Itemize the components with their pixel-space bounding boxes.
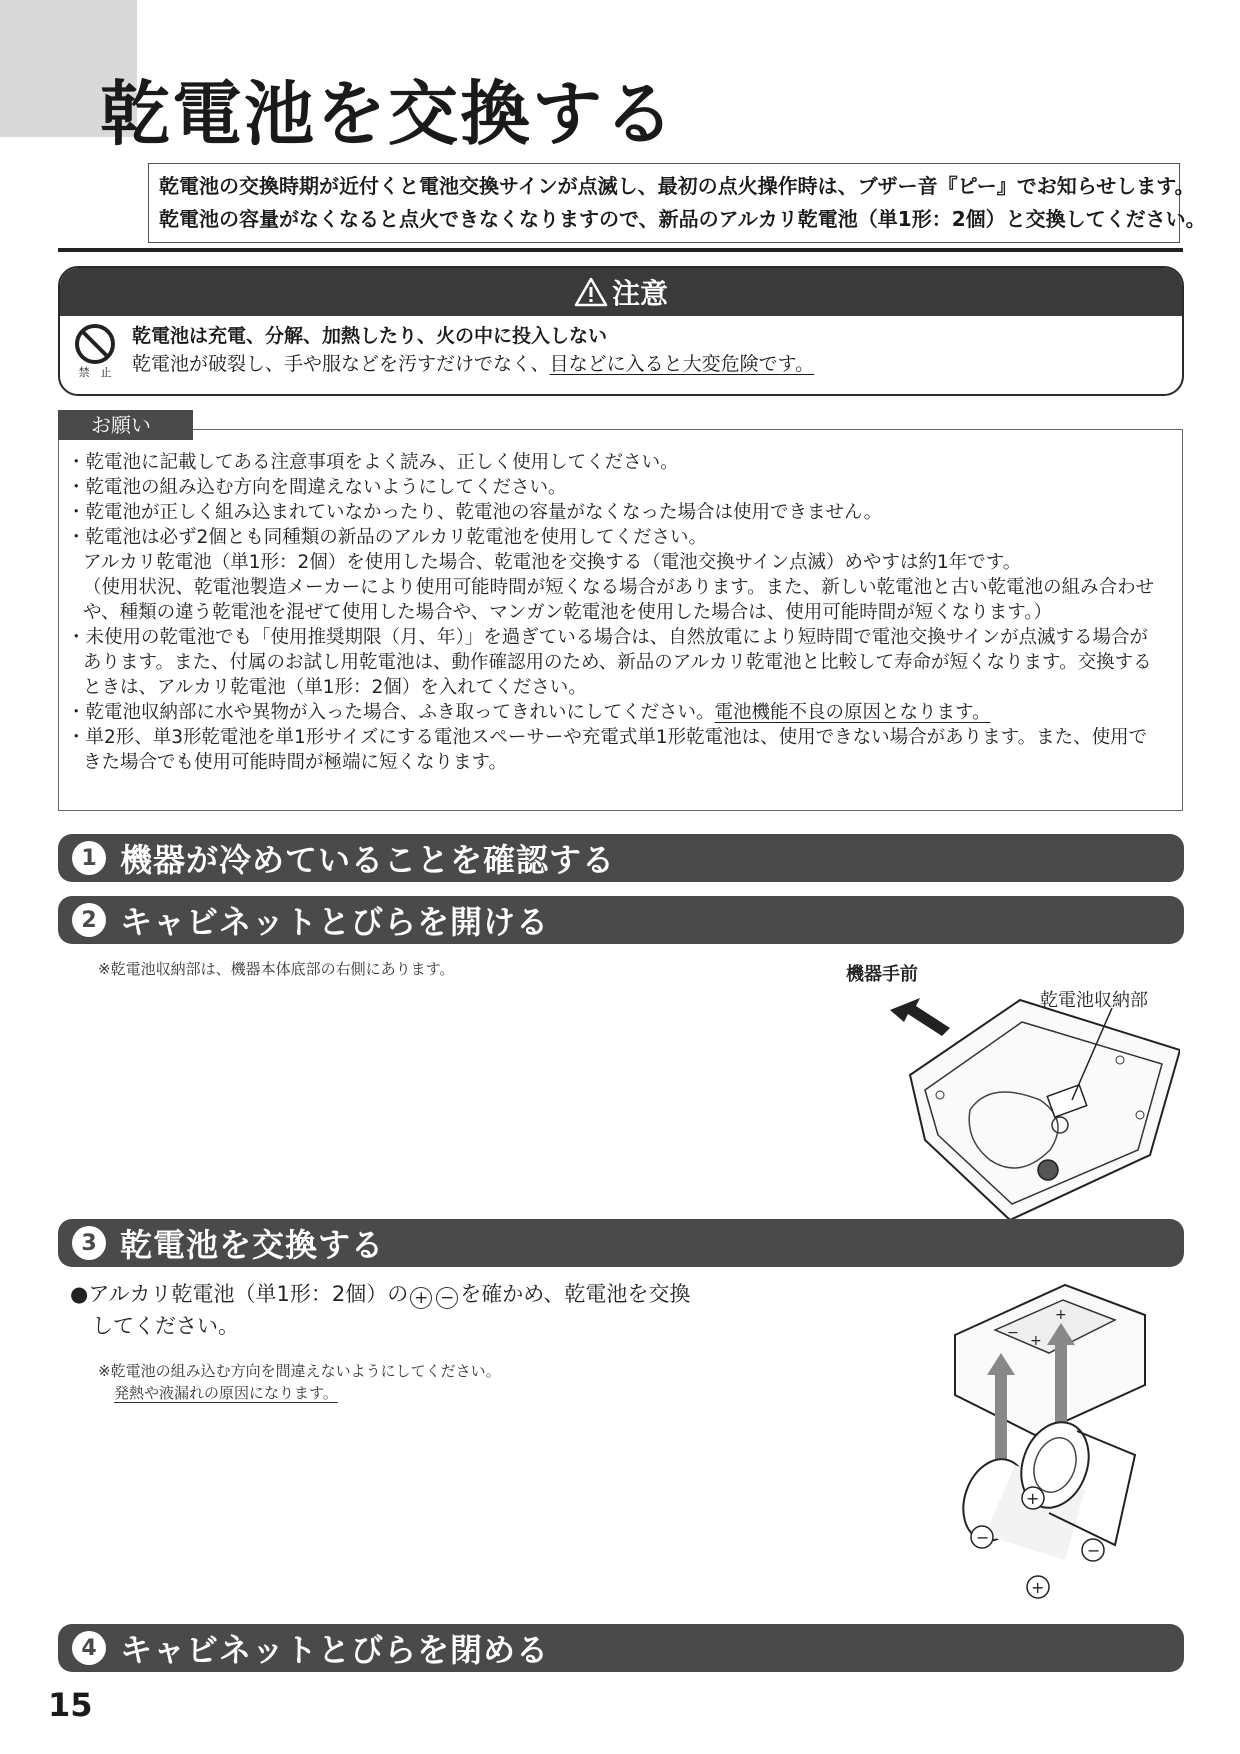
step3-note-line-2: 発熱や液漏れの原因になります。 xyxy=(114,1384,338,1402)
prohibit-mark xyxy=(72,322,118,386)
request-item-continued: （使用状況、乾電池製造メーカーにより使用可能時間が短くなる場合があります。また、新しい乾電池と古い乾電池の組み合わせや、種類の違う乾電池を混ぜて使用した場合や、マンガン乾電池を使用した場合は、使用可能時間が短くなります。） xyxy=(83,577,1155,623)
warning-triangle-icon xyxy=(574,277,608,307)
caution-header xyxy=(60,268,1182,316)
step3-text-a: ●アルカリ乾電池（単1形：2個）の xyxy=(70,1282,409,1306)
step-title: 機器が冷めていることを確認する xyxy=(120,841,616,879)
step-number: 4 xyxy=(72,1631,106,1665)
request-item: ・乾電池の組み込む方向を間違えないようにしてください。 xyxy=(67,477,567,498)
svg-text:+: + xyxy=(1026,1489,1040,1508)
svg-text:−: − xyxy=(976,1528,990,1547)
step3-note-line-1: ※乾電池の組み込む方向を間違えないようにしてください。 xyxy=(98,1362,501,1380)
caution-heading: 注意 xyxy=(611,277,668,310)
caution-detail xyxy=(132,350,814,378)
step3-instruction xyxy=(70,1278,690,1342)
request-item: ・乾電池に記載してある注意事項をよく読み、正しく使用してください。 xyxy=(67,452,679,473)
step3-line-2: してください。 xyxy=(92,1314,239,1338)
step-2-header xyxy=(58,896,1184,944)
request-item-continued: アルカリ乾電池（単1形：2個）を使用した場合、乾電池を交換する（電池交換サイン点滅）めやすは約1年です。 xyxy=(83,552,1022,573)
caution-detail-underlined: 目などに入ると大変危険です。 xyxy=(549,353,815,375)
caution-text xyxy=(132,322,814,378)
request-item-text: ・乾電池収納部に水や異物が入った場合、ふき取ってきれいにしてください。 xyxy=(67,702,715,723)
request-item xyxy=(67,700,1162,725)
label-battery-compartment: 乾電池収納部 xyxy=(1040,990,1148,1011)
caution-lead: 乾電池は充電、分解、加熱したり、火の中に投入しない xyxy=(132,325,608,347)
battery-insert-illustration xyxy=(945,1275,1155,1605)
caution-body xyxy=(60,316,1182,394)
step-title: キャビネットとびらを閉める xyxy=(120,1631,550,1669)
step3-line-1 xyxy=(70,1278,690,1310)
request-item: ・乾電池は必ず2個とも同種類の新品のアルカリ乾電池を使用してください。 xyxy=(67,527,708,548)
step-number: 2 xyxy=(72,903,106,937)
request-tab: お願い xyxy=(58,410,193,440)
page-number: 15 xyxy=(48,1686,93,1724)
step-1-header xyxy=(58,834,1184,882)
step-4-header xyxy=(58,1624,1184,1672)
page-title: 乾電池を交換する xyxy=(100,73,676,155)
prohibit-label: 禁 止 xyxy=(78,366,112,379)
prohibit-icon xyxy=(73,322,117,366)
request-item: ・乾電池が正しく組み込まれていなかったり、乾電池の容量がなくなった場合は使用できません。 xyxy=(67,502,883,523)
step3-note xyxy=(98,1360,501,1404)
svg-text:−: − xyxy=(1087,1541,1101,1560)
caution-box xyxy=(58,266,1184,396)
unit-bottom-illustration xyxy=(880,990,1180,1222)
step-title: キャビネットとびらを開ける xyxy=(120,903,550,941)
intro-line-1: 乾電池の交換時期が近付くと電池交換サインが点滅し、最初の点火操作時は、ブザー音『ピー』でお知らせします。 xyxy=(159,174,1195,198)
caution-detail-plain: 乾電池が破裂し、手や服などを汚すだけでなく、 xyxy=(132,353,550,375)
label-front: 機器手前 xyxy=(846,964,918,985)
intro-line-2: 乾電池の容量がなくなると点火できなくなりますので、新品のアルカリ乾電池（単1形：2個）と交換してください。 xyxy=(159,207,1206,231)
front-arrow-icon xyxy=(890,998,950,1036)
svg-text:+: + xyxy=(1055,1307,1067,1323)
step-3-header xyxy=(58,1219,1184,1267)
svg-text:+: + xyxy=(1030,1333,1042,1349)
step2-note: ※乾電池収納部は、機器本体底部の右側にあります。 xyxy=(98,960,455,978)
plus-icon: + xyxy=(410,1287,432,1309)
svg-text:+: + xyxy=(1031,1578,1045,1597)
request-item: ・未使用の乾電池でも「使用推奨期限（月、年）」を過ぎている場合は、自然放電により短時間で電池交換サインが点滅する場合があります。また、付属のお試し用乾電池は、動作確認用のため、新品のアルカリ乾電池と比較して寿命が短くなります。交換するときは、アルカリ乾電池（単1形：2個）を入れてください。 xyxy=(67,627,1152,698)
step-number: 1 xyxy=(72,841,106,875)
step-number: 3 xyxy=(72,1226,106,1260)
request-item-underlined: 電池機能不良の原因となります。 xyxy=(714,702,991,723)
step3-text-b: を確かめ、乾電池を交換 xyxy=(460,1282,691,1306)
section-divider xyxy=(58,248,1183,252)
minus-icon: − xyxy=(436,1287,458,1309)
svg-text:−: − xyxy=(1007,1325,1019,1341)
step-title: 乾電池を交換する xyxy=(120,1226,385,1264)
request-box xyxy=(58,429,1183,811)
request-list xyxy=(67,450,1162,775)
request-item: ・単2形、単3形乾電池を単1形サイズにする電池スペーサーや充電式単1形乾電池は、使用できない場合があります。また、使用できた場合でも使用可能時間が極端に短くなります。 xyxy=(67,727,1148,773)
intro-box xyxy=(148,163,1206,243)
